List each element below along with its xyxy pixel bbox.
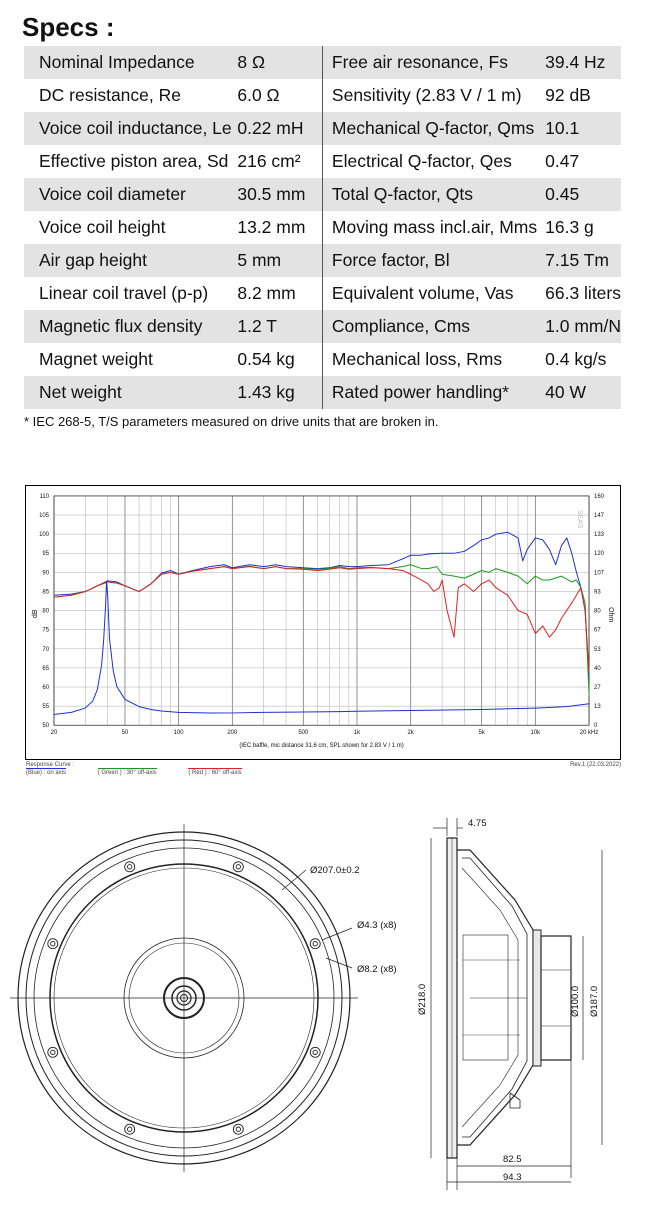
- spec-label: Equivalent volume, Vas: [331, 283, 514, 303]
- x-tick-label: 5k: [478, 730, 485, 737]
- spec-row: [24, 310, 621, 343]
- spec-label: Magnet weight: [39, 349, 153, 369]
- x-tick-label: 2k: [407, 730, 414, 737]
- y2-tick-label: 107: [594, 570, 604, 577]
- legend-30-off-axis: ( Green ) : 30° off-axis: [97, 770, 157, 776]
- spec-divider: [316, 343, 323, 376]
- spec-value: 7.15 Tm: [537, 244, 621, 277]
- spec-value: 39.4 Hz: [537, 46, 621, 79]
- spec-label: Nominal Impedance: [24, 46, 235, 79]
- specs-table: [24, 46, 621, 409]
- mounting-hole: [128, 1127, 132, 1131]
- spec-value: 216 cm²: [237, 151, 301, 171]
- mounting-hole: [128, 865, 132, 869]
- y2-tick-label: 67: [594, 627, 601, 634]
- spec-value: 1.0 mm/N: [537, 310, 621, 343]
- spec-value: 6.0 Ω: [237, 85, 280, 105]
- spec-row: [24, 145, 621, 178]
- spec-divider: [316, 145, 323, 178]
- spec-value: 1.2 T: [235, 310, 315, 343]
- spec-label: Voice coil inductance, Le: [24, 112, 235, 145]
- dim-frame-diameter: Ø187.0: [589, 985, 600, 1017]
- y2-tick-label: 120: [594, 551, 604, 558]
- y2-tick-label: 0: [594, 723, 598, 730]
- spec-value: 1.43 kg: [235, 376, 315, 409]
- spec-value: 8.2 mm: [237, 283, 296, 303]
- spec-label: Effective piston area, Sd: [39, 151, 229, 171]
- front-view: [10, 824, 358, 1172]
- spec-label: Free air resonance, Fs: [322, 46, 537, 79]
- spec-label: Compliance, Cms: [322, 310, 537, 343]
- mounting-hole: [236, 865, 240, 869]
- mounting-hole: [125, 1124, 135, 1134]
- y2-tick-label: 133: [594, 532, 604, 539]
- y2-tick-label: 40: [594, 665, 601, 672]
- spec-value: 0.54 kg: [237, 349, 295, 369]
- series-line-blue: [54, 532, 589, 679]
- chart-watermark: SEAS: [576, 509, 584, 529]
- spec-row: [24, 46, 621, 79]
- x-tick-label: 1k: [353, 730, 361, 737]
- dim-total-depth: 94.3: [503, 1172, 522, 1183]
- spec-label: Electrical Q-factor, Qes: [331, 151, 512, 171]
- spec-label: Sensitivity (2.83 V / 1 m): [331, 85, 522, 105]
- mounting-hole: [48, 1047, 58, 1057]
- mounting-hole: [51, 942, 55, 946]
- dim-magnet-diameter: Ø100.0: [570, 985, 581, 1017]
- specs-footnote: * IEC 268-5, T/S parameters measured on drive units that are broken in.: [24, 414, 439, 429]
- series-line-red: [54, 567, 589, 672]
- spec-value: 66.3 liters: [545, 283, 621, 303]
- spec-label: Rated power handling*: [322, 376, 537, 409]
- spec-divider: [316, 310, 323, 343]
- spec-value: 92 dB: [545, 85, 591, 105]
- y-tick-label: 75: [42, 627, 50, 634]
- y-tick-label: 105: [39, 513, 50, 520]
- spec-row: [24, 211, 621, 244]
- spec-label: Total Q-factor, Qts: [322, 178, 537, 211]
- legend-on-axis: (Blue) : on axis: [26, 770, 67, 776]
- spec-label: Net weight: [24, 376, 235, 409]
- spec-value: 0.45: [537, 178, 621, 211]
- chart-caption: (IEC baffle, mic distance 31.6 cm, SPL shown for 2.83 V / 1 m): [239, 743, 404, 750]
- x-tick-label: 100: [173, 730, 184, 737]
- mounting-hole: [236, 1127, 240, 1131]
- legend-title: Response Curve :: [26, 762, 75, 768]
- y2-tick-label: 93: [594, 589, 601, 596]
- mounting-hole: [233, 862, 243, 872]
- mounting-hole: [313, 1050, 317, 1054]
- x-tick-label: 20 kHz: [579, 730, 599, 737]
- mounting-hole: [125, 862, 135, 872]
- y-tick-label: 55: [42, 704, 50, 711]
- spec-value: 8 Ω: [235, 46, 315, 79]
- spec-value: 30.5 mm: [235, 178, 315, 211]
- dim-hole-diameter: Ø4.3 (x8): [357, 920, 397, 931]
- specs-title: Specs :: [22, 12, 115, 42]
- spec-label: DC resistance, Re: [39, 85, 181, 105]
- x-tick-label: 20: [50, 730, 58, 737]
- dim-flange-diameter: Ø218.0: [417, 983, 428, 1015]
- y2-axis-label: Ohm: [606, 607, 614, 623]
- spec-value: 13.2 mm: [237, 217, 306, 237]
- y2-tick-label: 13: [594, 704, 601, 711]
- spec-label: Magnetic flux density: [24, 310, 235, 343]
- y2-tick-label: 27: [594, 685, 601, 692]
- spec-divider: [316, 211, 323, 244]
- x-tick-label: 50: [121, 730, 129, 737]
- x-tick-label: 500: [298, 730, 309, 737]
- revision-label: Rev.1 (22.03.2022): [570, 762, 621, 768]
- front-dimensions: [282, 865, 397, 975]
- spec-label: Moving mass incl.air, Mms: [331, 217, 538, 237]
- spec-row: [24, 376, 621, 409]
- x-tick-label: 200: [227, 730, 238, 737]
- side-view: [447, 838, 571, 1158]
- spec-divider: [316, 277, 323, 310]
- spec-divider: [316, 79, 323, 112]
- mounting-hole: [310, 1047, 320, 1057]
- y-tick-label: 60: [42, 685, 50, 692]
- spec-label: Force factor, Bl: [322, 244, 537, 277]
- spec-value: 5 mm: [235, 244, 315, 277]
- frequency-response-chart: [25, 485, 621, 760]
- mounting-hole: [51, 1050, 55, 1054]
- y-tick-label: 50: [42, 723, 50, 730]
- mechanical-drawing: [0, 810, 655, 1210]
- y-tick-label: 85: [42, 589, 50, 596]
- spec-value: 0.22 mH: [235, 112, 315, 145]
- y2-tick-label: 147: [594, 513, 604, 520]
- spec-label: Linear coil travel (p-p): [39, 283, 209, 303]
- y-tick-label: 90: [42, 570, 50, 577]
- spec-label: Mechanical loss, Rms: [331, 349, 503, 369]
- spec-label: Voice coil diameter: [24, 178, 235, 211]
- spec-divider: [316, 112, 323, 145]
- spec-label: Voice coil height: [39, 217, 166, 237]
- spec-row: [24, 244, 621, 277]
- y-tick-label: 100: [39, 532, 50, 539]
- y-tick-label: 70: [42, 646, 50, 653]
- spec-value: 10.1: [537, 112, 621, 145]
- y2-tick-label: 160: [594, 493, 604, 500]
- y-tick-label: 65: [42, 665, 50, 672]
- side-dimensions: [417, 818, 602, 1190]
- y-axis-label: dB: [32, 609, 40, 619]
- y2-tick-label: 53: [594, 646, 601, 653]
- mounting-hole: [310, 939, 320, 949]
- spec-row: [24, 79, 621, 112]
- series-line-impedance: [54, 582, 589, 715]
- spec-row: [24, 343, 621, 376]
- dim-outer-diameter: Ø207.0±0.2: [310, 865, 360, 876]
- spec-label: Mechanical Q-factor, Qms: [322, 112, 537, 145]
- mounting-hole: [313, 942, 317, 946]
- y-tick-label: 80: [42, 608, 50, 615]
- dim-flange-thickness: 4.75: [468, 818, 487, 829]
- x-tick-label: 10k: [530, 730, 541, 737]
- spec-value: 40 W: [537, 376, 621, 409]
- spec-row: [24, 112, 621, 145]
- spec-divider: [316, 244, 323, 277]
- spec-row: [24, 277, 621, 310]
- spec-row: [24, 178, 621, 211]
- spec-value: 16.3 g: [545, 217, 594, 237]
- spec-divider: [316, 46, 323, 79]
- mounting-hole: [48, 939, 58, 949]
- dim-hole-outer-diameter: Ø8.2 (x8): [357, 964, 397, 975]
- spec-divider: [316, 376, 323, 409]
- dim-depth: 82.5: [503, 1154, 522, 1165]
- y-tick-label: 110: [39, 493, 50, 500]
- spec-divider: [316, 178, 323, 211]
- mounting-hole: [233, 1124, 243, 1134]
- spec-value: 0.47: [545, 151, 580, 171]
- legend-60-off-axis: ( Red ) : 60° off-axis: [188, 770, 242, 776]
- spec-value: 0.4 kg/s: [545, 349, 607, 369]
- chart-legend: [26, 762, 272, 776]
- y2-tick-label: 80: [594, 608, 601, 615]
- y-tick-label: 95: [42, 551, 50, 558]
- spec-label: Air gap height: [24, 244, 235, 277]
